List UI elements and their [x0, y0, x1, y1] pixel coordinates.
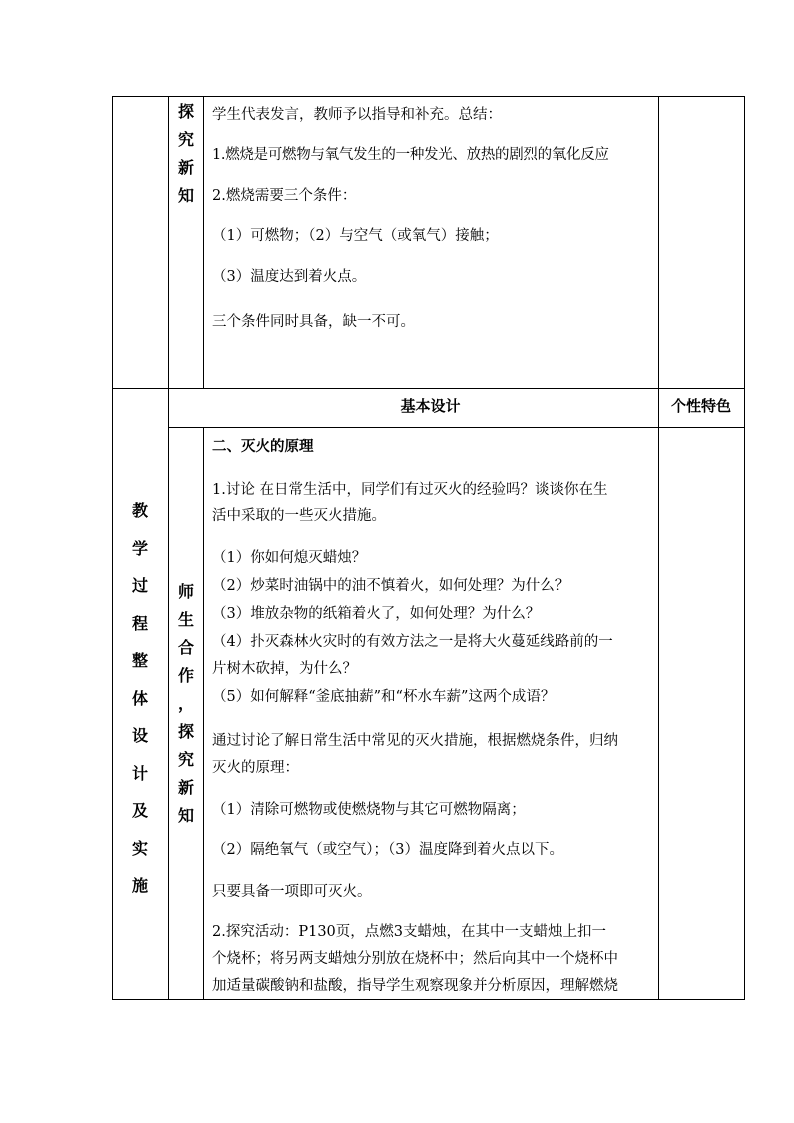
table-border-left: [112, 96, 113, 1000]
top-line-4: （1）可燃物；（2）与空气（或氧气）接触；: [212, 228, 499, 244]
table-border-bottom: [112, 999, 745, 1000]
top-stage-label-char: 究: [177, 130, 194, 149]
top-line-3: 2.燃烧需要三个条件：: [212, 188, 357, 204]
bottom-line-14: 2.探究活动：P130页，点燃3支蜡烛，在其中一支蜡烛上扣一: [212, 924, 606, 940]
bottom-line-2: 活中采取的一些灭火措施。: [212, 508, 386, 524]
bottom-line-15: 个烧杯；将另两支蜡烛分别放在烧杯中；然后向其中一个烧杯中: [212, 951, 618, 967]
top-line-1: 学生代表发言，教师予以指导和补充。总结：: [212, 107, 502, 123]
side-label-char: 体: [131, 688, 148, 708]
bottom-line-16: 加适量碳酸钠和盐酸，指导学生观察现象并分析原因，理解燃烧: [212, 978, 618, 994]
top-line-2: 1.燃烧是可燃物与氧气发生的一种发光、放热的剧烈的氧化反应: [212, 147, 609, 163]
side-label-char: 施: [131, 876, 148, 895]
bottom-line-1: 1.讨论 在日常生活中，同学们有过灭火的经验吗？谈谈你在生: [212, 482, 608, 498]
bottom-stage-label-char: 究: [177, 750, 194, 769]
bottom-stage-label: [172, 578, 200, 830]
side-label: [126, 492, 154, 905]
bottom-stage-label-char: 知: [177, 806, 194, 825]
bottom-stage-label-char: 师: [177, 582, 194, 601]
side-label-char: 实: [131, 838, 148, 858]
side-label-char: 程: [131, 613, 148, 633]
top-stage-label-char: 探: [177, 102, 194, 121]
bottom-stage-label-char: 合: [177, 638, 194, 657]
bottom-stage-label-char: 作: [177, 666, 194, 685]
bottom-stage-label-char: 探: [177, 722, 194, 741]
top-stage-label: [172, 98, 200, 210]
table-border-right: [744, 96, 745, 1000]
table-col-divider-2-top: [203, 96, 204, 389]
table-border-top: [112, 96, 745, 97]
top-stage-label-char: 知: [177, 186, 194, 205]
bottom-line-5: （3）堆放杂物的纸箱着火了，如何处理？为什么？: [212, 606, 541, 622]
basic-design-header: 基本设计: [400, 397, 461, 415]
table-col-divider-2-bottom: [203, 427, 204, 1000]
side-label-char: 过: [131, 576, 148, 595]
bottom-line-6: （4）扑灭森林火灾时的有效方法之一是将大火蔓延线路前的一: [212, 634, 613, 650]
top-line-6: 三个条件同时具备，缺一不可。: [212, 314, 415, 330]
bottom-line-13: 只要具备一项即可灭火。: [212, 884, 372, 900]
bottom-stage-label-char: ，: [177, 694, 194, 713]
side-label-char: 及: [131, 801, 148, 820]
side-label-char: 设: [131, 726, 148, 745]
table-divider-upper: [112, 388, 745, 389]
side-label-char: 教: [131, 501, 148, 520]
table-col-divider-3: [658, 96, 659, 1000]
bottom-stage-label-char: 生: [177, 610, 194, 629]
top-line-5: （3）温度达到着火点。: [212, 269, 367, 285]
table-col-divider-1: [168, 96, 169, 1000]
section-title: 二、灭火的原理: [212, 438, 314, 455]
bottom-line-12: （2）隔绝氧气（或空气）；（3）温度降到着火点以下。: [212, 842, 564, 858]
side-label-char: 计: [131, 763, 148, 783]
bottom-line-9: 通过讨论了解日常生活中常见的灭火措施，根据燃烧条件，归纳: [212, 733, 618, 749]
bottom-stage-label-char: 新: [177, 778, 194, 797]
bottom-line-3: （1）你如何熄灭蜡烛？: [212, 550, 367, 566]
side-label-char: 学: [131, 538, 148, 558]
bottom-line-8: （5）如何解释“釜底抽薪”和“杯水车薪”这两个成语？: [212, 689, 556, 705]
side-label-char: 整: [131, 651, 148, 670]
personal-features-header: 个性特色: [670, 397, 731, 415]
bottom-line-10: 灭火的原理：: [212, 760, 299, 776]
bottom-line-7: 片树木砍掉，为什么？: [212, 661, 357, 677]
bottom-line-11: （1）清除可燃物或使燃烧物与其它可燃物隔离；: [212, 802, 526, 818]
bottom-line-4: （2）炒菜时油锅中的油不慎着火，如何处理？为什么？: [212, 578, 570, 594]
top-stage-label-char: 新: [177, 158, 194, 177]
